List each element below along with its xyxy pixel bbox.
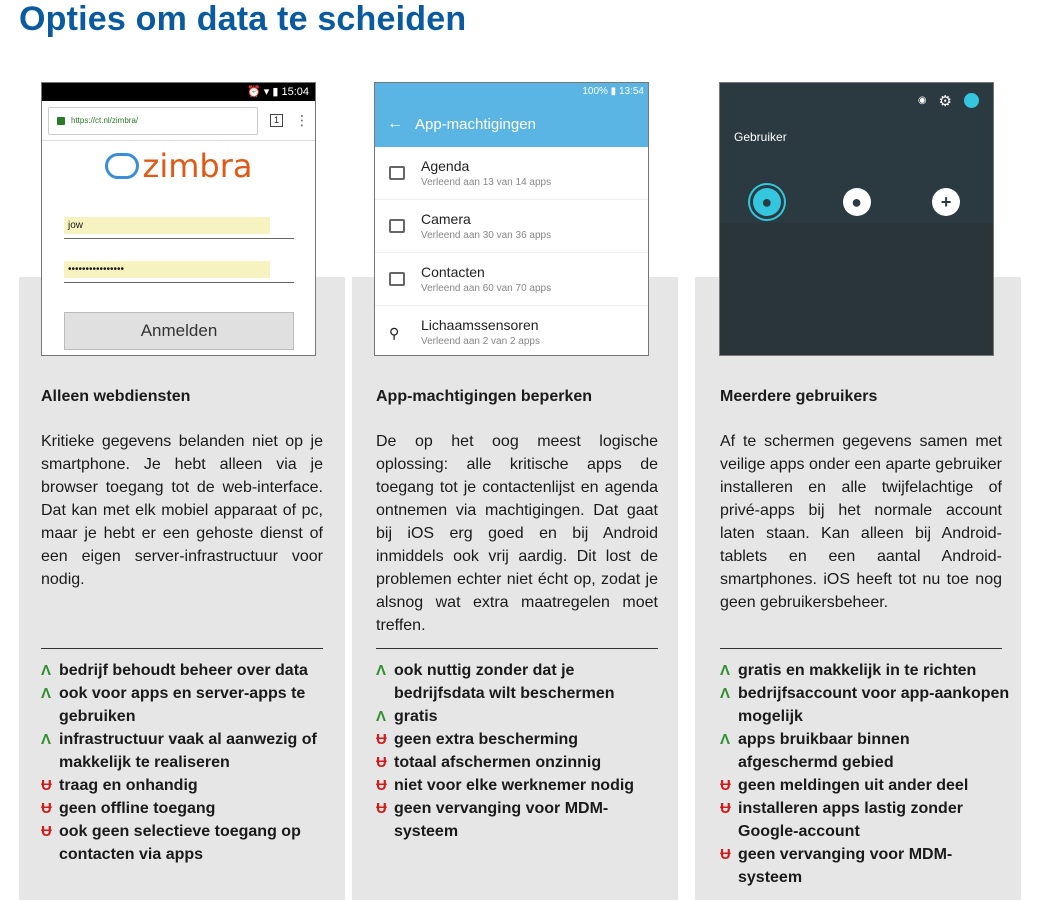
thumbs-down-icon: Ʉ — [41, 777, 52, 794]
quick-settings-bar — [720, 83, 993, 118]
thumbs-up-icon: Ʌ — [720, 685, 731, 702]
thumbs-down-icon: Ʉ — [720, 846, 731, 863]
calendar-icon — [389, 166, 405, 180]
pro-item: Ʌ apps bruikbaar binnen afgeschermd gebied — [720, 728, 1010, 774]
con-item: Ʉ installeren apps lastig zonder Google-account — [720, 797, 1010, 843]
permission-item[interactable]: Contacten Verleend aan 60 van 70 apps — [375, 253, 648, 306]
divider — [376, 648, 658, 649]
thumbs-down-icon: Ʉ — [41, 800, 52, 817]
password-field[interactable]: •••••••••••••••• — [64, 261, 294, 283]
column-body: Af te schermen gegevens samen met veilige apps onder een aparte gebruiker installeren en alle twijfelachtige of privé-apps bij het normale account laten staan. Kan alleen bij Android-tablets en een aantal Android-smartphones. iOS heeft tot nu toe nog geen gebruikersbeheer. — [720, 433, 1002, 611]
body-sensor-icon: ⚲ — [389, 325, 400, 341]
screenshot-machtigingen — [374, 82, 699, 356]
con-item: Ʉ totaal afschermen onzinnig — [376, 751, 666, 774]
thumbs-up-icon: Ʌ — [41, 685, 52, 702]
thumbs-down-icon: Ʉ — [376, 777, 387, 794]
screenshot-gebruikers — [719, 82, 1041, 356]
phone-permissions — [374, 82, 649, 356]
thumbs-up-icon: Ʌ — [41, 662, 52, 679]
con-item: Ʉ traag en onhandig — [41, 774, 331, 797]
login-button[interactable]: Anmelden — [64, 312, 294, 350]
status-bar: 100% ▮ 13:54 — [375, 83, 648, 101]
phone-browser — [41, 82, 316, 356]
pro-item: Ʌ gratis — [376, 705, 666, 728]
thumbs-down-icon: Ʉ — [376, 800, 387, 817]
gear-icon[interactable]: ⚙ — [938, 92, 952, 110]
thumbs-up-icon: Ʌ — [376, 708, 387, 725]
back-arrow-icon[interactable]: ← — [387, 115, 403, 132]
pro-item: Ʌ ook nuttig zonder dat je bedrijfsdata wilt beschermen — [376, 659, 666, 705]
pro-item: Ʌ gratis en makkelijk in te richten — [720, 659, 1010, 682]
thumbs-up-icon: Ʌ — [376, 662, 387, 679]
address-url: https://ct.nl/zimbra/ — [71, 116, 139, 125]
con-item: Ʉ geen meldingen uit ander deel — [720, 774, 1010, 797]
divider — [720, 648, 1002, 649]
app-bar-title: App-machtigingen — [415, 115, 536, 133]
avatar-icon: ● — [843, 188, 871, 216]
con-item: Ʉ niet voor elke werknemer nodig — [376, 774, 666, 797]
thumbs-up-icon: Ʌ — [720, 731, 731, 748]
column-heading: Meerdere gebruikers — [720, 388, 878, 405]
screenshot-webdiensten — [41, 82, 366, 356]
lock-icon — [57, 117, 65, 125]
pro-item: Ʌ bedrijf behoudt beheer over data — [41, 659, 331, 682]
pros-cons-list — [720, 659, 1010, 889]
column-heading: Alleen webdiensten — [41, 388, 191, 405]
column-body: De op het oog meest logische oplossing: alle kritische apps de toegang tot je contactenlijst en agenda ontnemen via machtigingen. Dat gaat bij iOS erg goed en bij Android inmiddels ook vrij aardig. Dit lost de problemen echter niet écht op, zodat je alsnog wat extra maatregelen moet treffen. — [376, 433, 658, 634]
dimmed-background — [720, 223, 993, 355]
permission-item[interactable]: ⚲ Lichaamssensoren Verleend aan 2 van 2 apps — [375, 306, 648, 356]
avatar-icon: ● — [753, 188, 781, 216]
username-field[interactable]: jow — [64, 217, 294, 239]
page-title: Opties om data te scheiden — [19, 0, 467, 38]
menu-icon[interactable]: ⋮ — [295, 112, 309, 128]
pros-cons-list — [41, 659, 331, 866]
thumbs-down-icon: Ʉ — [41, 823, 52, 840]
app-bar — [375, 101, 648, 147]
address-bar[interactable] — [48, 107, 258, 135]
phone-users — [719, 82, 994, 356]
smiley-icon — [105, 153, 139, 179]
zimbra-logo: zimbra — [42, 147, 315, 185]
con-item: Ʉ geen offline toegang — [41, 797, 331, 820]
status-bar: ⏰ ▾ ▮ 15:04 — [42, 83, 315, 101]
user-icon[interactable] — [964, 93, 979, 108]
pros-cons-list — [376, 659, 666, 843]
screen-cast-icon[interactable]: ◉ — [917, 95, 927, 106]
browser-toolbar — [42, 101, 315, 141]
users-label: Gebruiker — [734, 130, 787, 144]
thumbs-down-icon: Ʉ — [720, 777, 731, 794]
plus-icon: + — [932, 188, 960, 216]
column-body: Kritieke gegevens belanden niet op je smartphone. Je hebt alleen via je browser toegang tot de web-interface. Dat kan met elk mobiel apparaat of pc, maar je hebt er een gehoste dienst of een eigen server-infrastructuur voor nodig. — [41, 433, 323, 588]
tabs-icon[interactable]: 1 — [270, 114, 283, 127]
divider — [41, 648, 323, 649]
thumbs-up-icon: Ʌ — [720, 662, 731, 679]
column-heading: App-machtigingen beperken — [376, 388, 593, 405]
thumbs-up-icon: Ʌ — [41, 731, 52, 748]
thumbs-down-icon: Ʉ — [376, 754, 387, 771]
pro-item: Ʌ infrastructuur vaak al aanwezig of makkelijk te realiseren — [41, 728, 331, 774]
contacts-icon — [389, 272, 405, 286]
con-item: Ʉ geen vervanging voor MDM-systeem — [720, 843, 1010, 889]
status-time: 15:04 — [281, 86, 309, 98]
permission-item[interactable]: Camera Verleend aan 30 van 36 apps — [375, 200, 648, 253]
con-item: Ʉ geen vervanging voor MDM-systeem — [376, 797, 666, 843]
pro-item: Ʌ bedrijfsaccount voor app-aankopen mogelijk — [720, 682, 1010, 728]
permission-item[interactable]: Agenda Verleend aan 13 van 14 apps — [375, 147, 648, 200]
thumbs-down-icon: Ʉ — [376, 731, 387, 748]
pro-item: Ʌ ook voor apps en server-apps te gebruiken — [41, 682, 331, 728]
con-item: Ʉ geen extra bescherming — [376, 728, 666, 751]
con-item: Ʉ ook geen selectieve toegang op contacten via apps — [41, 820, 331, 866]
thumbs-down-icon: Ʉ — [720, 800, 731, 817]
camera-icon — [389, 219, 405, 233]
